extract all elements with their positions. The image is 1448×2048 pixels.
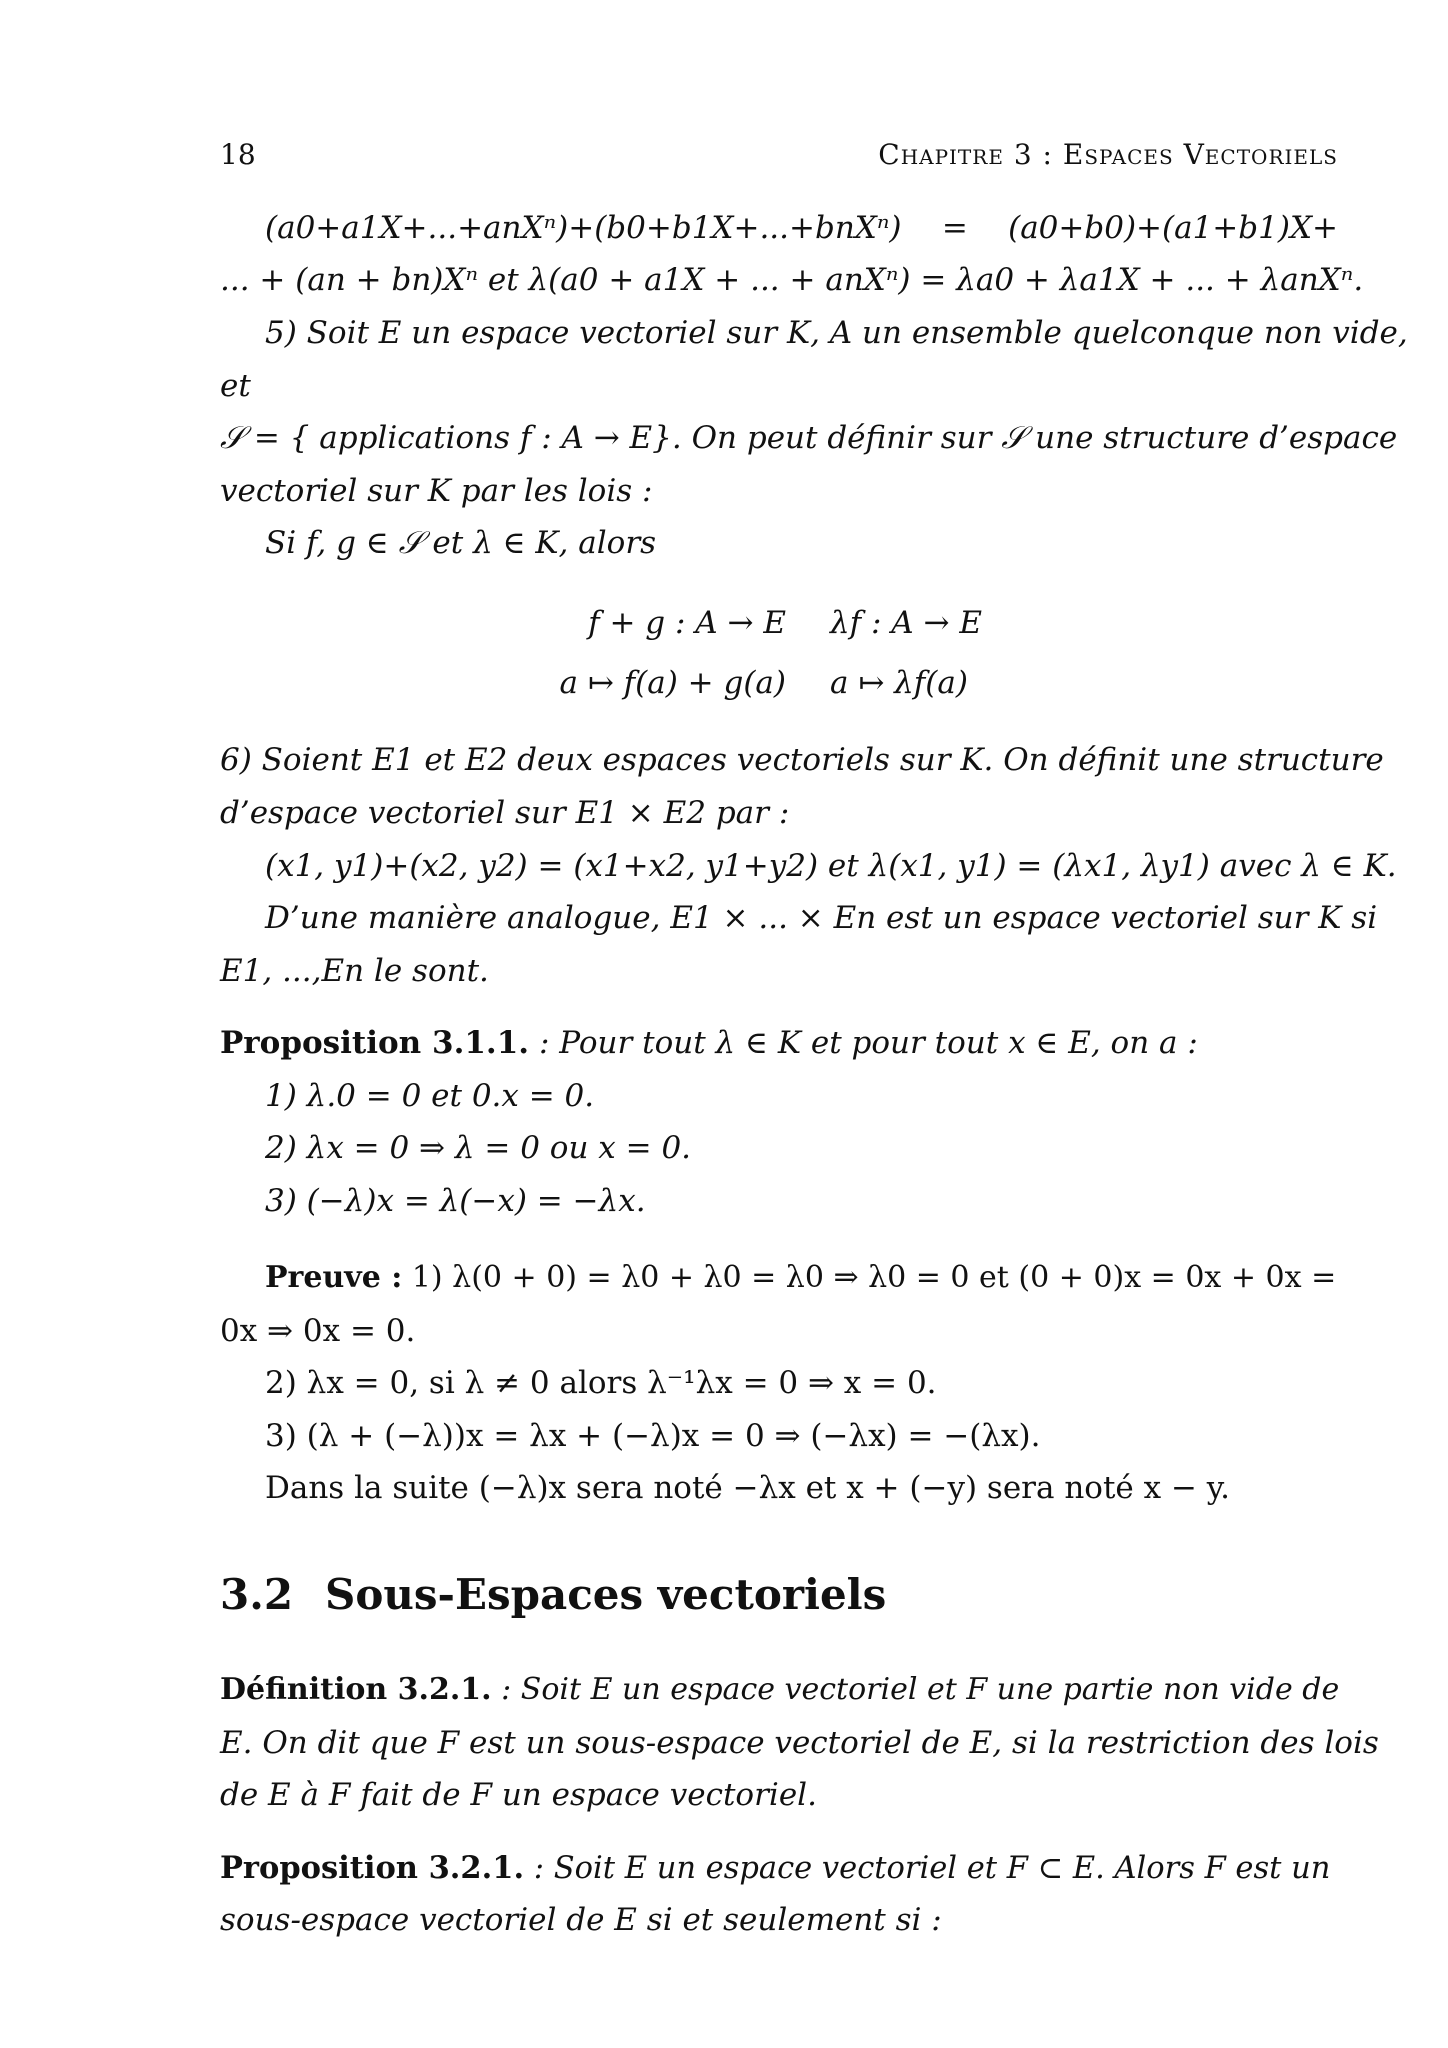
section-number: 3.2: [220, 1570, 294, 1619]
text-line: E1, ...,En le sont.: [220, 953, 489, 989]
definition-label: Définition 3.2.1.: [220, 1672, 492, 1707]
text-line: vectoriel sur K par les lois :: [220, 473, 653, 509]
text-line: 0x ⇒ 0x = 0.: [220, 1313, 416, 1349]
text-line: d’espace vectoriel sur E1 × E2 par :: [220, 795, 790, 831]
definition-3-2-1: [220, 1672, 1339, 1708]
text-line: de E à F fait de F un espace vectoriel.: [220, 1777, 817, 1813]
text-line: E. On dit que F est un sous-espace vectoriel de E, si la restriction des lois: [220, 1725, 1379, 1761]
text-line: 𝒮 = { applications f : A → E}. On peut définir sur 𝒮 une structure d’espace: [220, 420, 1398, 456]
proposition-3-1-1: [220, 1025, 1198, 1062]
text-line: 2) λx = 0, si λ ≠ 0 alors λ⁻¹λx = 0 ⇒ x = 0.: [265, 1365, 937, 1401]
text-line: D’une manière analogue, E1 × ... × En est un espace vectoriel sur K si: [265, 900, 1378, 936]
text-line: 3) (λ + (−λ))x = λx + (−λ)x = 0 ⇒ (−λx) = −(λx).: [265, 1418, 1041, 1454]
proposition-label: Proposition 3.2.1.: [220, 1850, 525, 1886]
proof-label: Preuve :: [265, 1260, 403, 1295]
display-math-left: a ↦ f(a) + g(a): [559, 665, 786, 701]
text-line: 5) Soit E un espace vectoriel sur K, A un ensemble quelconque non vide,: [265, 315, 1408, 351]
text-line: 6) Soient E1 et E2 deux espaces vectoriels sur K. On définit une structure: [220, 742, 1384, 778]
text-line: (x1, y1)+(x2, y2) = (x1+x2, y1+y2) et λ(x1, y1) = (λx1, λy1) avec λ ∈ K.: [265, 848, 1397, 884]
proposition-text: : Soit E un espace vectoriel et F ⊂ E. Alors F est un: [524, 1851, 1331, 1886]
display-math-right: a ↦ λf(a): [830, 665, 968, 701]
proof: [265, 1260, 1336, 1296]
proposition-text: : Pour tout λ ∈ K et pour tout x ∈ E, on a :: [529, 1025, 1198, 1061]
page-number: 18: [220, 138, 256, 171]
text-line: et: [220, 368, 251, 404]
text-line: 1) λ.0 = 0 et 0.x = 0.: [265, 1078, 595, 1114]
proposition-label: Proposition 3.1.1.: [220, 1025, 530, 1061]
text-line: sous-espace vectoriel de E si et seulement si :: [220, 1902, 942, 1938]
proof-text: 1) λ(0 + 0) = λ0 + λ0 = λ0 ⇒ λ0 = 0 et (0 + 0)x = 0x + 0x =: [402, 1260, 1337, 1295]
proposition-3-2-1: [220, 1850, 1330, 1888]
running-title: Chapitre 3 : Espaces Vectoriels: [878, 138, 1338, 171]
section-heading: [220, 1570, 886, 1620]
display-math-left: f + g : A → E: [588, 605, 786, 641]
text-line: Dans la suite (−λ)x sera noté −λx et x + (−y) sera noté x − y.: [265, 1470, 1231, 1506]
display-math-right: λf : A → E: [830, 605, 982, 641]
text-line: 3) (−λ)x = λ(−x) = −λx.: [265, 1183, 646, 1219]
text-line: (a0+a1X+...+anXⁿ)+(b0+b1X+...+bnXⁿ) = (a0+b0)+(a1+b1)X+: [265, 210, 1338, 246]
text-line: 2) λx = 0 ⇒ λ = 0 ou x = 0.: [265, 1130, 692, 1166]
text-line: Si f, g ∈ 𝒮 et λ ∈ K, alors: [265, 525, 657, 561]
text-line: ... + (an + bn)Xⁿ et λ(a0 + a1X + ... + anXⁿ) = λa0 + λa1X + ... + λanXⁿ.: [220, 262, 1364, 298]
definition-text: : Soit E un espace vectoriel et F une partie non vide de: [491, 1672, 1340, 1707]
section-title: Sous-Espaces vectoriels: [325, 1570, 887, 1619]
